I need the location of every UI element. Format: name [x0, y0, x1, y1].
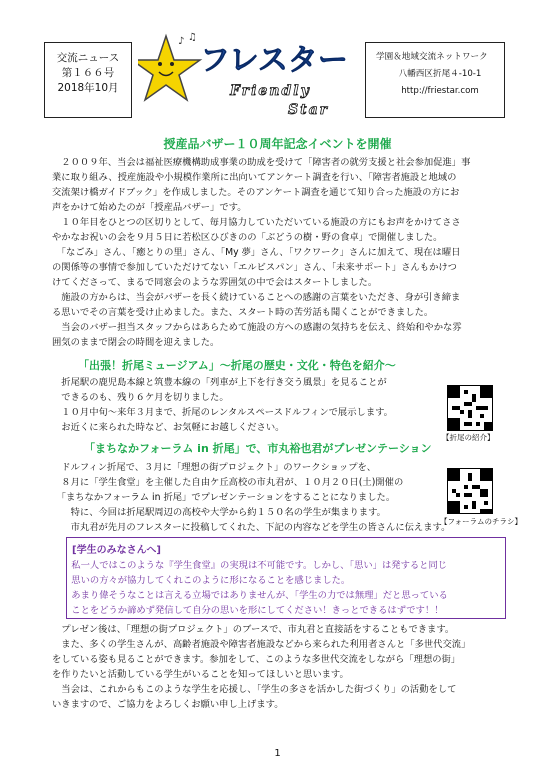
paragraph-line: できるのも、残り６ケ月を切りました。	[52, 392, 229, 403]
paragraph-line: 「なごみ」さん、「癒とりの里」さん、「My 夢」さん、「ワクワーク」さんに加えて、現在は曜日	[52, 247, 461, 258]
svg-text:♫: ♫	[188, 32, 197, 43]
paragraph-line: 当会は、これからもこのような学生を応援し、「学生の多さを活かした街づくり」の活動をして	[52, 684, 457, 695]
paragraph-line: やかなお祝いの会を９月５日に若松区ひびきのの「ぶどうの樹・野の食卓」で開催しました。	[52, 232, 443, 243]
paragraph-line: お近くに来られた時など、お気軽にお越しください。	[52, 422, 285, 433]
paragraph-line: １０年目をひとつの区切りとして、毎月協力していただいている施設の方にもお声をかけてささ	[52, 217, 461, 228]
logo-title: フレスター	[200, 43, 348, 78]
paragraph-line: １０月中旬～来年３月まで、折尾のレンタルスペースドルフィンで展示します。	[52, 407, 393, 418]
friendly-star-logo	[138, 30, 360, 122]
organization-address: 八幡西区折尾４-10-1	[398, 69, 482, 79]
organization-name: 学園＆地域交流ネットワーク	[376, 52, 488, 62]
message-line: ことをどうか諦めず発信して自分の思いを形にしてください！きっとできるはずです！！	[62, 605, 444, 616]
paragraph-line: 囲気のままで閉会の時間を迎えました。	[52, 337, 220, 348]
paragraph-line: 折尾駅の鹿児島本線と筑豊本線の「列車が上下を行き交う風景」を見ることが	[52, 377, 387, 388]
paragraph-line: いきますので、ご協力をよろしくお願い申し上げます。	[52, 699, 284, 710]
organization-url[interactable]: http://friestar.com	[401, 86, 479, 96]
paragraph-line: 施設の方からは、当会がバザーを長く続けていることへの感謝の言葉をいただき、身が引き締ま	[52, 292, 461, 303]
article-title: 授産品バザー１０周年記念イベントを開催	[163, 137, 392, 151]
star-icon	[138, 36, 200, 100]
section-title-forum: 「まちなかフォーラム in 折尾」で、市丸裕也君がプレゼンテーション	[84, 442, 432, 455]
qr-code-museum[interactable]	[447, 385, 493, 431]
qr-code-forum[interactable]	[447, 468, 493, 514]
paragraph-line: 交流架け橋ガイドブック」を作成しました。そのアンケート調査を通じて知り合った施設の方にお	[52, 187, 460, 198]
paragraph-line: 「まちなかフォーラム in 折尾」でプレゼンテーションをすることになりました。	[52, 492, 396, 503]
page-number: 1	[274, 748, 281, 759]
paragraph-line: また、多くの学生さんが、高齢者施設や障害者施設などから来られた利用者さんと「多世代交流」	[52, 639, 471, 650]
issue-date: 2018年10月	[57, 82, 119, 94]
issue-number: 第１６６号	[61, 67, 115, 79]
paragraph-line: 特に、今回は折尾駅周辺の高校や大学から約１５０名の学生が集まります。	[52, 507, 386, 518]
paragraph-line: ２００９年、当会は福祉医療機構助成事業の助成を受けて「障害者の就労支援と社会参加促進」事	[52, 157, 471, 168]
logo-sub-friendly: Friendly	[230, 83, 311, 99]
message-line: あまり偉そうなことは言える立場ではありませんが、「学生の力では無理」だと思っている	[62, 590, 448, 601]
issue-info-box	[44, 42, 132, 118]
paragraph-line: けてくださって、まるで同窓会のような雰囲気の中で会はスタートしました。	[52, 277, 378, 288]
message-line: 私一人ではこのような『学生食堂』の実現は不可能です。しかし、「思い」は発すると同じ	[62, 560, 448, 571]
paragraph-line: 当会のバザー担当スタッフからはあらためて施設の方への感謝の気持ちを伝え、終始和やかな雰	[52, 322, 462, 333]
section-title-museum: 「出張！折尾ミュージアム」～折尾の歴史・文化・特色を紹介～	[78, 359, 396, 372]
svg-text:♪: ♪	[178, 36, 185, 47]
paragraph-line: ８月に「学生食堂」を主催した自由ケ丘高校の市丸君が、１０月２０日(土)開催の	[52, 477, 404, 488]
organization-info-box	[365, 42, 505, 118]
message-line: 思いの方々が協力してくれこのように形になることを感じました。	[62, 575, 351, 586]
paragraph-line: を作りたいと活動している学生がいることを知ってほしいと思います。	[52, 669, 349, 680]
qr-caption-museum: 【折尾の紹介】	[442, 433, 495, 442]
paragraph-line: ドルフィン折尾で、３月に「理想の街プロジェクト」のワークショップを、	[52, 462, 377, 473]
qr-caption-forum: 【フォーラムのチラシ】	[440, 517, 523, 526]
newsletter-name: 交流ニュース	[56, 52, 120, 64]
paragraph-line: る思いでその言葉を受け止めました。また、スタート時の苦労話も聞くことができました。	[52, 307, 434, 318]
paragraph-line: プレゼン後は、「理想の街プロジェクト」のブースで、市丸君と直接話をすることもできます。	[52, 624, 455, 635]
paragraph-line: をしている姿も見ることができます。参加をして、このような多世代交流をしながら「理想の街」	[52, 654, 461, 665]
paragraph-line: の関係等の事情で参加していただけてない「エルビスパン」さん、「未来サポート」さんもかけつ	[52, 262, 457, 273]
paragraph-line: 声をかけて始めたのが「授産品バザー」です。	[52, 202, 247, 213]
logo-sub-star: Star	[288, 102, 330, 118]
message-heading: [学生のみなさんへ]	[72, 545, 161, 556]
paragraph-line: 市丸君が先月のフレスターに投稿してくれた、下記の内容などを学生の皆さんに伝えます。	[52, 522, 451, 533]
paragraph-line: 業に取り組み、授産施設や小規模作業所に出向いてアンケート調査を行い、「障害者施設と地域の	[52, 172, 457, 183]
